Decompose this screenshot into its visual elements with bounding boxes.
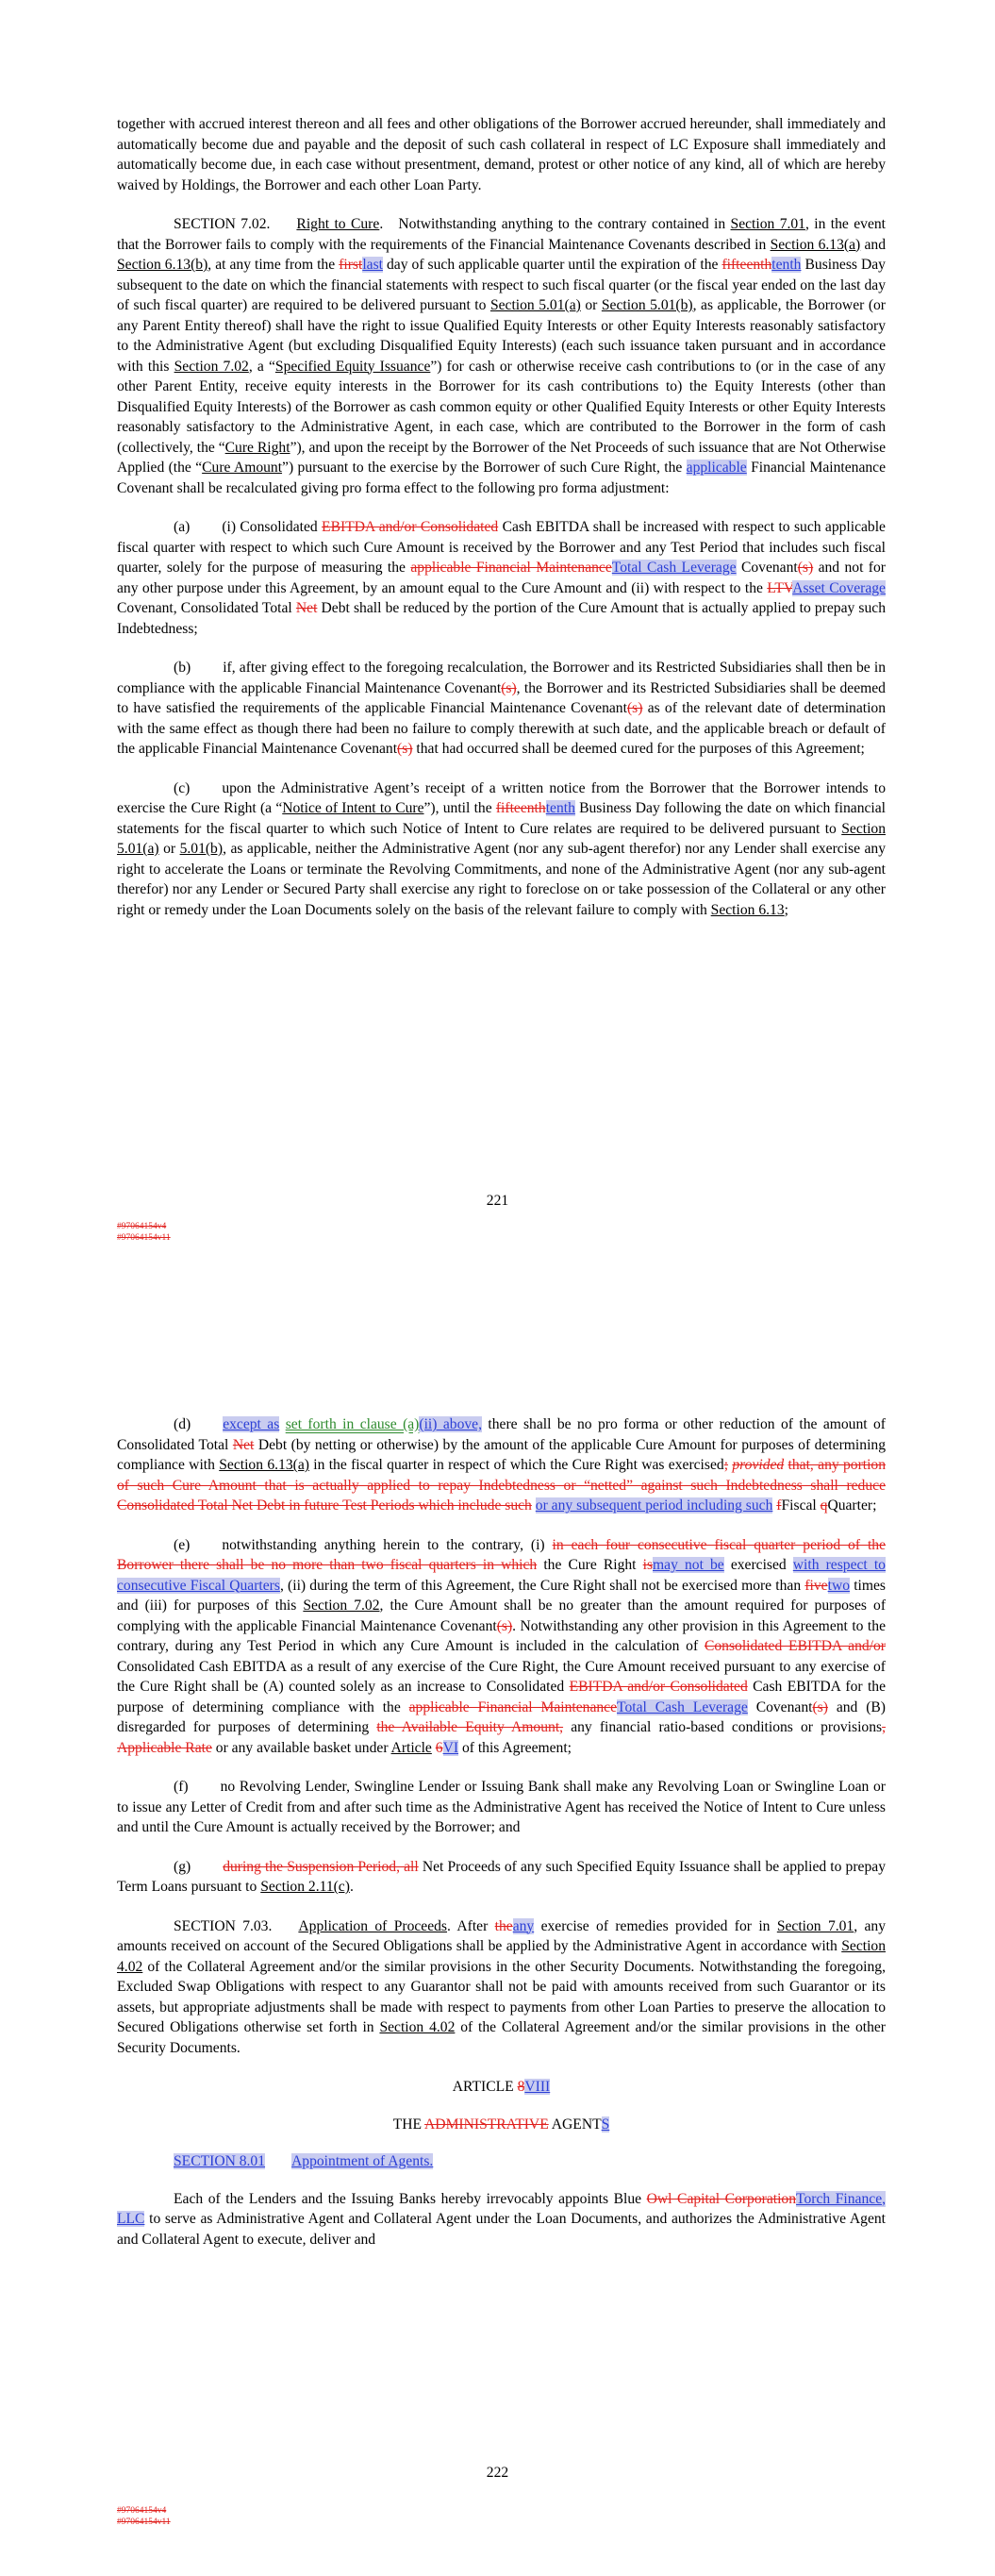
- deletion: ADMINISTRATIVE: [424, 2116, 549, 2133]
- cross-ref: Section 7.02: [303, 1597, 380, 1614]
- text: there shall be no pro forma or other reduction of the amount of Consolidated Total: [117, 1416, 886, 1453]
- text: ;: [784, 901, 788, 918]
- cross-ref: Section 6.13(a): [770, 236, 861, 253]
- deletion: the Available Equity Amount,: [376, 1719, 564, 1735]
- text: and not for any other purpose under this Agreement, by an amount equal to the Cure Amount and (ii) with respect to the: [117, 560, 886, 596]
- section-heading: SECTION 7.03.: [174, 1917, 273, 1934]
- clause-label: (g): [174, 1858, 191, 1875]
- text: any financial ratio-based conditions or provisions: [571, 1719, 883, 1735]
- text: to serve as Administrative Agent and Collateral Agent under the Loan Documents, and authorizes the Administrative Agent and Collateral Agent to execute, deliver and: [117, 2211, 886, 2248]
- text: Notwithstanding anything to the contrary contained in: [398, 216, 726, 232]
- deletion: (s): [501, 679, 517, 696]
- insertion: SECTION 8.01: [174, 2153, 266, 2169]
- deletion: (s): [797, 560, 814, 576]
- text: Fiscal: [781, 1497, 817, 1514]
- text: , the Borrower and its Restricted Subsidiaries shall be deemed to have satisfied the requirements of the applicable Financial Maintenance Covenant: [117, 679, 886, 716]
- doc-id: #97064154v11: [117, 2517, 171, 2527]
- doc-id: #97064154v4: [117, 1222, 167, 1231]
- text: in the fiscal quarter in respect of which the Cure Right was exercised: [313, 1457, 724, 1473]
- insertion: tenth: [771, 257, 802, 273]
- insertion: last: [362, 257, 383, 273]
- deletion: (s): [626, 700, 643, 716]
- cross-ref: Section 6.13(a): [219, 1457, 309, 1473]
- section-7-03: [117, 1916, 886, 2059]
- text: Financial Maintenance Covenant shall be recalculated giving pro forma effect to the following pro forma adjustment:: [117, 460, 887, 496]
- text: that had occurred shall be deemed cured for the purposes of this Agreement;: [416, 741, 865, 757]
- text: times and (iii) for purposes of this: [117, 1577, 886, 1614]
- text: Net Proceeds of any such Specified Equity Issuance shall be applied to prepay Term Loans pursuant to: [117, 1858, 886, 1895]
- page-body: [117, 1414, 886, 2250]
- text: Each of the Lenders and the Issuing Banks hereby irrevocably appoints Blue: [174, 2190, 642, 2207]
- text: THE: [392, 2116, 422, 2133]
- defined-term: Notice of Intent to Cure: [282, 800, 424, 816]
- text: Cash EBITDA shall be increased with respect to such applicable fiscal quarter with respect to which such Cure Amount is received by the Borrower and any Test Period that includes such fiscal quarter, solely for the purpose of measuring the: [117, 519, 886, 576]
- text: if, after giving effect to the foregoing recalculation, the Borrower and its Restricted Subsidiaries shall then be in compliance with the applicable Financial Maintenance Covenant: [117, 660, 886, 696]
- cross-ref: Section 7.01: [776, 1917, 854, 1934]
- text: and (B) disregarded for purposes of determining: [117, 1698, 886, 1735]
- deletion: EBITDA and/or Consolidated: [322, 519, 499, 535]
- text: , in the event that the Borrower fails to comply with the requirements of the Financial Maintenance Covenants described in: [117, 216, 886, 253]
- text: Business Day subsequent to the date on which the financial statements with respect to such fiscal quarter (or the fiscal year ended on the last day of such fiscal quarter) are required to be delivered pursuant to: [117, 257, 886, 313]
- text: , at any time from the: [207, 257, 336, 273]
- clause-label: (b): [174, 660, 191, 676]
- text: .: [349, 1879, 354, 1895]
- text: and: [864, 236, 886, 253]
- deletion: Owl Capital Corporation: [646, 2190, 797, 2207]
- text: , (ii) during the term of this Agreement, the Cure Right shall not be exercised more than: [279, 1577, 802, 1594]
- text: Quarter;: [827, 1497, 877, 1514]
- deletion: applicable Financial Maintenance: [408, 1698, 618, 1715]
- section-title: Application of Proceeds: [298, 1917, 447, 1934]
- deletion: Consolidated EBITDA and/or: [704, 1638, 886, 1654]
- text: Covenant: [755, 1698, 813, 1715]
- clause-b: [117, 658, 886, 760]
- text: (i) Consolidated: [222, 519, 318, 535]
- text: ”), and upon the receipt by the Borrower of the Net Proceeds of such issuance that are Not Otherwise Applied (the “: [117, 439, 886, 476]
- deletion: fifteenth: [721, 257, 772, 273]
- clause-c: [117, 778, 886, 921]
- clause-a: [117, 517, 886, 639]
- clause-label: (c): [174, 779, 191, 796]
- clause-label: (a): [174, 519, 191, 535]
- deletion: is: [642, 1557, 654, 1573]
- insertion: with respect to consecutive Fiscal Quarters: [117, 1557, 886, 1594]
- page-number: 221: [486, 1193, 509, 1209]
- cross-ref: Section 2.11(c): [260, 1879, 350, 1895]
- text: , the Cure Amount shall be no greater than the amount required for purposes of complying with the applicable Financial Maintenance Covenant: [117, 1597, 887, 1634]
- defined-term: Cure Right: [224, 439, 290, 456]
- text: , as applicable, neither the Administrative Agent (nor any sub-agent therefor) nor any Lender shall exercise any right to accelerate the Loans or terminate the Revolving Commitments, and none of the Administrative Agent (nor any sub-agent therefor) nor any Lender or Secured Party shall exercise any right to foreclose on or take possession of the Collateral or any other right or remedy under the Loan Documents solely on the basis of the relevant failure to comply with: [117, 841, 886, 918]
- text: no Revolving Lender, Swingline Lender or Issuing Bank shall make any Revolving Loan or Swingline Loan or to issue any Letter of Credit from and after such time as the Administrative Agent has received the Notice of Intent to Cure unless and until the Cure Amount is actually received by the Borrower; and: [117, 1779, 886, 1835]
- defined-term: Specified Equity Issuance: [274, 358, 431, 375]
- text: of this Agreement;: [461, 1739, 572, 1756]
- deletion: 8: [517, 2079, 525, 2095]
- text: or: [163, 841, 176, 857]
- insertion: Total Cash Leverage: [617, 1698, 748, 1715]
- cross-ref: Section 7.01: [730, 216, 805, 232]
- text: , any amounts received on account of the Secured Obligations shall be applied by the Administrative Agent in accordance with: [117, 1917, 886, 1954]
- text: ”) for cash or otherwise receive cash contributions to (or in the case of any other Parent Entity, receive equity interests in the Borrower for its cash contributions to) the Equity Interests (other than Disqualified Equity Interests) of the Borrower as cash common equity or other Qualified Equity Interests or other Equity Interests reasonably satisfactory to the Administrative Agent, in each case, which are contributed to the Borrower in the form of cash (collectively, the “: [117, 358, 887, 456]
- page-222: [0, 1288, 995, 2576]
- deletion: that, any portion of such Cure Amount that is actually applied to repay Indebtedness or “netted” against such Indebtedness shall reduce Consolidated Total Net Debt in future Test Periods which include such: [117, 1457, 887, 1514]
- doc-id: #97064154v11: [117, 1233, 171, 1243]
- deletion: five: [804, 1577, 828, 1594]
- insertion: VI: [442, 1739, 459, 1756]
- deletion: Net: [232, 1436, 255, 1453]
- deletion: in each four consecutive fiscal quarter period of the Borrower there shall be no more than two fiscal quarters in which: [117, 1536, 887, 1573]
- insertion: (ii) above,: [419, 1416, 482, 1432]
- clause-g: [117, 1857, 886, 1898]
- section-7-02: SECTION 7.02. Right to Cure. Notwithstanding anything to the contrary contained in Section 7.01, in the event that the Borrower fails to comply with the requirements of the Financial Maintenance Covenants described in Section 6.13(a) and Section 6.13(b), at any time from the firstlast day of such applicable quarter until the expiration of the fifteenthtenth Business Day subsequent to the date on which the financial statements with respect to such fiscal quarter (or the fiscal year ended on the last day of such fiscal quarter) are required to be delivered pursuant to Section 5.01(a) or Section 5.01(b), as applicable, the Borrower (or any Parent Entity thereof) shall have the right to issue Qualified Equity Interests or other Equity Interests reasonably satisfactory to the Administrative Agent (but excluding Disqualified Equity Interests) (each such issuance taken pursuant and in accordance with this Section 7.02, a “Specified Equity Issuance”) for cash or otherwise receive cash contributions to (or in the case of any other Parent Entity, receive equity interests in the Borrower for its cash contributions to) the Equity Interests (other than Disqualified Equity Interests) of the Borrower as cash common equity or other Qualified Equity Interests or other Equity Interests reasonably satisfactory to the Administrative Agent, in each case, which are contributed to the Borrower in the form of cash (collectively, the “Cure Right”), and upon the receipt by the Borrower of the Net Proceeds of such issuance that are Not Otherwise Applied (the “Cure Amount”) pursuant to the exercise by the Borrower of such Cure Right, the applicable Financial Maintenance Covenant shall be recalculated giving pro forma effect to the following pro forma adjustment:: [117, 216, 887, 496]
- deletion: (s): [812, 1698, 828, 1715]
- text: ”) pursuant to the exercise by the Borrower of such Cure Right, the: [282, 460, 683, 476]
- text: or any available basket under: [215, 1739, 389, 1756]
- text: day of such applicable quarter until the expiration of the: [387, 257, 719, 273]
- text: ”), until the: [423, 800, 492, 816]
- text: , a “: [248, 358, 275, 375]
- text: . Notwithstanding any other provision in this Agreement to the contrary, during any Test Period in which any Cure Amount is included in the calculation of: [117, 1617, 886, 1654]
- text: of the Collateral Agreement and/or the similar provisions in the other Security Documents.: [117, 2019, 886, 2056]
- text: Covenant: [740, 560, 798, 576]
- cross-ref: Section 6.13(b): [117, 257, 208, 273]
- deletion: EBITDA and/or Consolidated: [569, 1679, 748, 1695]
- deletion: LTV: [767, 579, 793, 596]
- text: Debt (by netting or otherwise) by the amount of the applicable Cure Amount for purposes of determining compliance with: [117, 1436, 886, 1473]
- cross-ref: Section 7.02: [174, 358, 249, 375]
- deletion: provided: [732, 1457, 785, 1473]
- deletion: the: [494, 1917, 513, 1934]
- insertion: Appointment of Agents.: [291, 2153, 434, 2169]
- cross-ref: 5.01(b): [179, 841, 224, 857]
- doc-id: #97064154v4: [117, 2506, 167, 2516]
- text: ARTICLE: [452, 2079, 514, 2095]
- deletion: ;: [723, 1457, 729, 1473]
- paragraph-8-01: [117, 2189, 886, 2250]
- deletion: fifteenth: [495, 800, 546, 816]
- deletion: during the Suspension Period, all: [223, 1858, 419, 1875]
- insertion: any: [512, 1917, 535, 1934]
- text: . After: [447, 1917, 489, 1934]
- insertion: S: [601, 2116, 610, 2133]
- cross-ref: Section 4.02: [379, 2019, 456, 2035]
- deletion: (s): [496, 1617, 513, 1634]
- article-heading: [117, 2077, 886, 2098]
- text: Debt shall be reduced by the portion of the Cure Amount that is actually applied to prepay such Indebtedness;: [117, 600, 887, 637]
- insertion: VIII: [524, 2079, 551, 2095]
- insertion: two: [827, 1577, 850, 1594]
- cross-ref: Article: [390, 1739, 432, 1756]
- text: upon the Administrative Agent’s receipt of a written notice from the Borrower that the Borrower intends to exercise the Cure Right (a “: [117, 779, 886, 816]
- text: exercised: [730, 1557, 787, 1573]
- section-title: Right to Cure: [296, 216, 380, 232]
- text: the Cure Right: [543, 1557, 637, 1573]
- text: Cash EBITDA for the purpose of determining compliance with the: [117, 1679, 887, 1715]
- section-8-01: [117, 2151, 886, 2172]
- clause-label: (d): [174, 1416, 191, 1432]
- clause-label: (e): [174, 1536, 191, 1553]
- page-body: [117, 114, 886, 920]
- insertion: may not be: [653, 1557, 724, 1573]
- deletion: 6: [435, 1739, 443, 1756]
- deletion: (s): [397, 741, 413, 757]
- text: Covenant, Consolidated Total: [117, 600, 292, 616]
- text: Consolidated Cash EBITDA as a result of any exercise of the Cure Right, the Cure Amount received pursuant to any exercise of the Cure Right shall be (A) counted solely as an increase to Consolidated: [117, 1658, 886, 1695]
- clause-f: [117, 1777, 886, 1838]
- text: as of the relevant date of determination with the same effect as though there had been no failure to comply therewith at such date, and the applicable breach or default of the applicable Financial Maintenance Covenant: [117, 700, 887, 757]
- text: Business Day following the date on which financial statements for the fiscal quarter to which such Notice of Intent to Cure relates are required to be delivered pursuant to: [117, 800, 887, 837]
- deletion: , Applicable Rate: [117, 1719, 886, 1756]
- text: or: [585, 297, 598, 313]
- insertion: except as: [223, 1416, 280, 1432]
- cross-ref: Section 6.13: [710, 901, 785, 918]
- cross-ref: Section 5.01(b): [601, 297, 693, 313]
- insertion: applicable: [686, 460, 747, 476]
- moved-text: set forth in clause (a): [285, 1416, 420, 1432]
- defined-term: Cure Amount: [202, 460, 283, 476]
- cross-ref: Section 5.01(a): [117, 820, 886, 857]
- section-heading: SECTION 7.02.: [174, 216, 271, 232]
- cross-ref: Section 5.01(a): [489, 297, 581, 313]
- text: AGENT: [551, 2116, 602, 2133]
- text: exercise of remedies provided for in: [540, 1917, 771, 1934]
- article-title: [117, 2115, 886, 2135]
- page-number: 222: [486, 2465, 509, 2481]
- insertion: tenth: [545, 800, 575, 816]
- deletion: Net: [295, 600, 318, 616]
- deletion: applicable Financial Maintenance: [410, 560, 612, 576]
- text: of the Collateral Agreement and/or the similar provisions in the other Security Documents. Notwithstanding the foregoing, Excluded Swap Obligations with respect to any Guarantor shall not be paid with amounts received from such Guarantor or its assets, but appropriate adjustments shall be made with respect to payments from other Loan Parties to preserve the allocation to Secured Obligations otherwise set forth in: [117, 1958, 886, 2035]
- deletion: first: [339, 257, 363, 273]
- paragraph-continuation: together with accrued interest thereon and all fees and other obligations of the Borrower accrued hereunder, shall immediately and automatically become due and payable and the deposit of such cash collateral in respect of LC Exposure shall immediately and automatically become due, in each case without presentment, demand, protest or other notice of any kind, all of which are hereby waived by Holdings, the Borrower and each other Loan Party.: [117, 116, 886, 193]
- cross-ref: Section 4.02: [117, 1938, 886, 1975]
- text: , as applicable, the Borrower (or any Parent Entity thereof) shall have the right to issue Qualified Equity Interests or other Equity Interests reasonably satisfactory to the Administrative Agent (but excluding Disqualified Equity Interests) (each such issuance taken pursuant and in accordance with this: [117, 297, 887, 375]
- clause-e: [117, 1535, 886, 1759]
- clause-d: [117, 1414, 886, 1516]
- insertion: Total Cash Leverage: [611, 560, 737, 576]
- deletion: f: [776, 1497, 782, 1514]
- insertion: Torch Finance, LLC: [117, 2190, 887, 2227]
- clause-label: (f): [174, 1779, 189, 1795]
- deletion: q: [820, 1497, 828, 1514]
- text: notwithstanding anything herein to the contrary, (i): [222, 1536, 545, 1553]
- insertion: or any subsequent period including such: [535, 1497, 773, 1514]
- insertion: Asset Coverage: [792, 579, 886, 596]
